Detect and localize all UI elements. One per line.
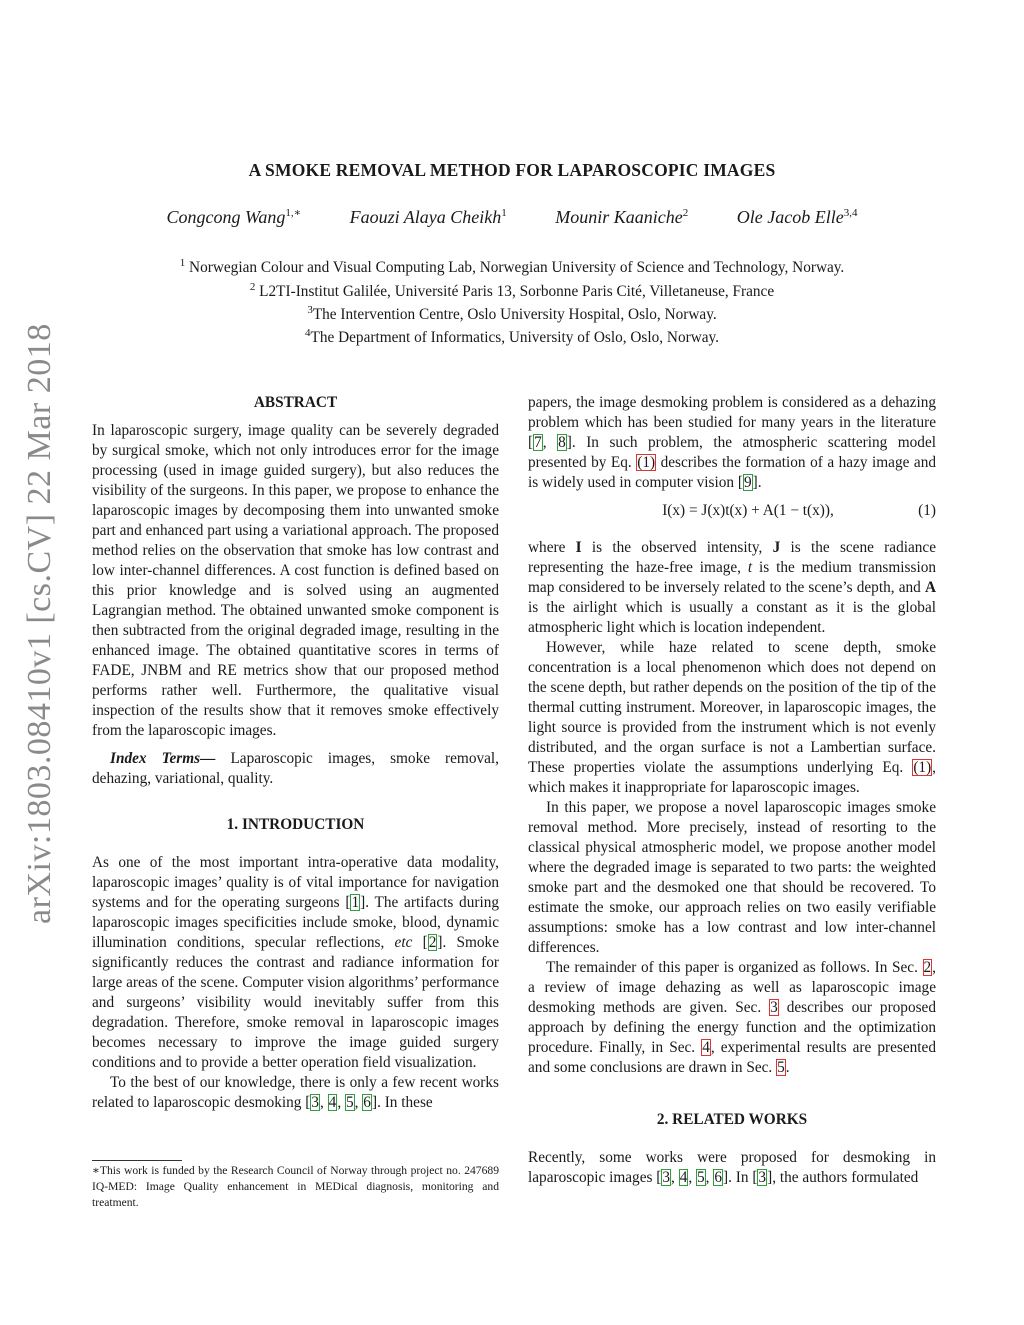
intro-paragraph: As one of the most important intra-operative data modality, laparoscopic images’ quality is of vital importance for navigation systems and for the operating surgeons [1]. The artifacts during laparoscopic images specificities include smoke, blood, dynamic illumination conditions, specular reflections, etc [2]. Smoke significantly reduces the contrast and radiance information for large areas of the scene. Computer vision algorithms’ performance and surgeons’ visibility would inevitably suffer from this degradation. Therefore, smoke removal in laparoscopic images becomes necessary to improve the image guided surgery conditions and to provide a better operation field visualization. <box>92 854 499 1071</box>
right-column-bottom <box>528 538 936 1188</box>
left-column <box>92 393 499 1113</box>
footnote-rule <box>92 1160 182 1161</box>
body-paragraph: papers, the image desmoking problem is considered as a dehazing problem which has been studied for many years in the literature [7, 8]. In such problem, the atmospheric scattering model presented by Eq. (1) describes the formation of a hazy image and is widely used in computer vision [9]. <box>528 394 936 491</box>
author: Ole Jacob Elle$^{3,4}$ <box>736 207 858 227</box>
affiliation: $^3$The Intervention Centre, Oslo University Hospital, Oslo, Norway. <box>307 304 717 324</box>
introduction-heading: 1. INTRODUCTION <box>226 816 365 833</box>
citation-link[interactable]: 9 <box>744 474 752 491</box>
abstract-heading: ABSTRACT <box>253 394 338 411</box>
related-works-heading: 2. RELATED WORKS <box>656 1111 808 1128</box>
citation-link[interactable]: 5 <box>697 1169 705 1186</box>
affiliation: $^4$The Department of Informatics, University of Oslo, Oslo, Norway. <box>304 327 720 347</box>
citation-link[interactable]: 5 <box>345 1094 354 1111</box>
citation-link[interactable]: 6 <box>363 1094 371 1111</box>
intro-paragraph: To the best of our knowledge, there is only a few recent works related to laparoscopic desmoking [3, 4, 5, 6]. In these <box>92 1074 499 1111</box>
citation-link[interactable]: 3 <box>662 1169 671 1186</box>
body-paragraph: The remainder of this paper is organized as follows. In Sec. 2, a review of image dehazing as well as laparoscopic image desmoking methods are given. Sec. 3 describes our proposed approach by defining the energy function and the optimization procedure. Finally, in Sec. 4, experimental results are presented and some conclusions are drawn in Sec. 5. <box>528 959 936 1076</box>
body-paragraph: Recently, some works were proposed for desmoking in laparoscopic images [3, 4, 5, 6]. In [3], the authors formulated <box>528 1149 936 1186</box>
citation-link[interactable]: 7 <box>534 434 542 451</box>
equation-number: (1) <box>918 502 936 519</box>
author: Mounir Kaaniche$^2$ <box>555 207 689 227</box>
right-column-top <box>528 393 936 493</box>
equation-link[interactable]: (1) <box>913 759 932 776</box>
author: Faouzi Alaya Cheikh$^1$ <box>349 207 507 227</box>
paper-title: A SMOKE REMOVAL METHOD FOR LAPAROSCOPIC IMAGES <box>248 160 776 180</box>
citation-link[interactable]: 1 <box>351 894 360 911</box>
citation-link[interactable]: 4 <box>679 1169 688 1186</box>
citation-link[interactable]: 4 <box>328 1094 337 1111</box>
abstract-text: In laparoscopic surgery, image quality can be severely degraded by surgical smoke, which not only introduces error for the image processing (used in image guided surgery), but also reduces the visibility of the surgeons. In this paper, we propose to enhance the laparoscopic images by decomposing them into unwanted smoke part and enhanced part using a variational approach. The proposed method relies on the observation that smoke has low contrast and low inter-channel differences. A cost function is defined based on this prior knowledge and is solved using an augmented Lagrangian method. The obtained unwanted smoke component is then subtracted from the original degraded image, resulting in the enhanced image. The obtained quantitative scores in terms of FADE, JNBM and RE metrics show that our proposed method performs rather well. Furthermore, the qualitative visual inspection of the results show that it removes smoke effectively from the laparoscopic images. <box>92 422 499 739</box>
citation-link[interactable]: 3 <box>311 1094 320 1111</box>
section-link[interactable]: 5 <box>777 1059 785 1076</box>
section-link[interactable]: 4 <box>702 1039 710 1056</box>
author-list <box>0 206 1024 228</box>
citation-link[interactable]: 2 <box>428 934 437 951</box>
author: Congcong Wang$^{1,∗}$ <box>166 207 302 227</box>
section-link[interactable]: 2 <box>923 959 932 976</box>
equation-link[interactable]: (1) <box>637 454 656 471</box>
equation-body: I(x) = J(x)t(x) + A(1 − t(x)), <box>662 502 834 519</box>
body-paragraph: However, while haze related to scene depth, smoke concentration is a local phenomenon which does not depend on the scene depth, but rather depends on the position of the tip of the thermal cutting instrument. Moreover, in laparoscopic images, the light source is provided from the instrument which is not evenly distributed, and the organ surface is not a Lambertian surface. These properties violate the assumptions underlying Eq. (1), which makes it inappropriate for laparoscopic images. <box>528 639 936 796</box>
footnote: ∗This work is funded by the Research Council of Norway through project no. 247689 IQ-MED: Image Quality enhancement in MEDical diagnosis, monitoring and treatment. <box>92 1164 499 1209</box>
affiliation: $^1$ Norwegian Colour and Visual Computing Lab, Norwegian University of Science and Technology, Norway. <box>179 257 845 277</box>
index-terms: Index Terms— Laparoscopic images, smoke removal, dehazing, variational, quality. <box>92 750 499 787</box>
affiliation: $^2$ L2TI-Institut Galilée, Université Paris 13, Sorbonne Paris Cité, Villetaneuse, France <box>249 281 775 301</box>
citation-link[interactable]: 3 <box>758 1169 767 1186</box>
arxiv-stamp: arXiv:1803.08410v1 [cs.CV] 22 Mar 2018 <box>21 323 58 924</box>
citation-link[interactable]: 6 <box>714 1169 722 1186</box>
body-paragraph: In this paper, we propose a novel laparoscopic images smoke removal method. More precisely, instead of resorting to the classical physical atmospheric model, we propose another model where the degraded image is separated to two parts: the weighted smoke part and the desmoked one that should be recovered. To estimate the smoke, our approach relies on two easily verifiable assumptions: smoke has a low contrast and low inter-channel differences. <box>528 799 936 956</box>
section-link[interactable]: 3 <box>770 999 778 1016</box>
body-paragraph: where I is the observed intensity, J is the scene radiance representing the haze-free image, t is the medium transmission map considered to be inversely related to the scene’s depth, and A is the airlight which is usually a constant as it is the global atmospheric light which is location independent. <box>528 539 936 636</box>
citation-link[interactable]: 8 <box>558 434 566 451</box>
